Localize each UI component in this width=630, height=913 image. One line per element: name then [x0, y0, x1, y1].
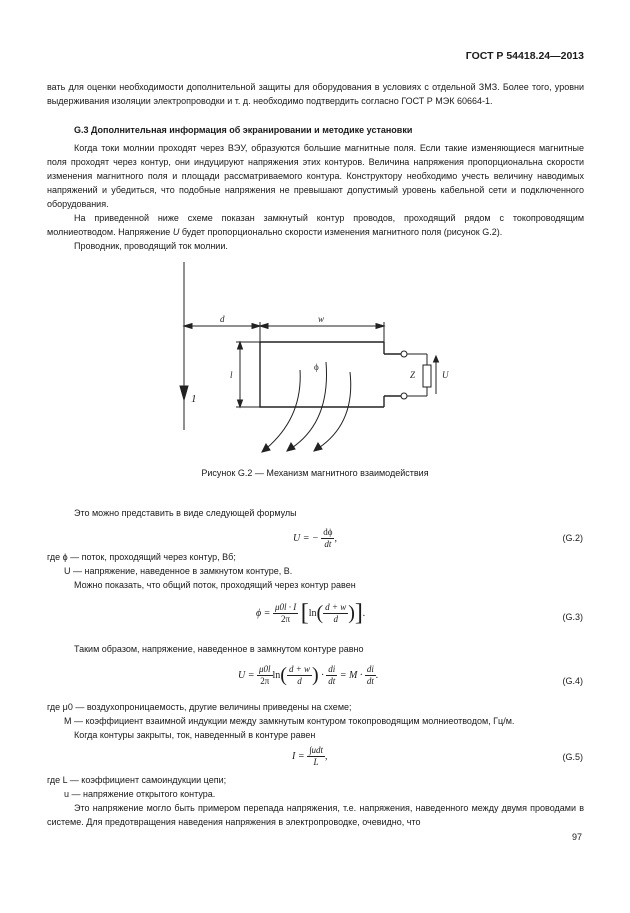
g4-ln: ln — [272, 669, 281, 681]
page-number: 97 — [571, 832, 582, 842]
paragraph-conclusion: Это напряжение могло быть примером перепада напряжения, т.е. напряжения, наведенного между двумя проводами в системе. Для предотвращения наведения напряжения в электропроводке, очевидно, что — [47, 803, 584, 827]
g2-num: dϕ — [323, 527, 333, 537]
g4-tail: . — [375, 669, 379, 681]
para3-part1: На приведенной ниже схеме показан замкнутый контур проводов, проходящий рядом с токопроводящим молниеотводом. Напряжение — [47, 213, 584, 237]
g4-inner-den: d — [297, 676, 302, 686]
g5-num: ∫udt — [309, 745, 324, 755]
formula-g5 — [292, 745, 328, 768]
formula-g3: ϕ = $\frac{\mu 0l \cdot I}{2\pi}$ [ln( $\frac{d + w}{d}$ )]. — [256, 600, 366, 626]
label-phi: ϕ — [314, 362, 319, 372]
where2-a: где μ0 — воздухопроницаемость, другие величины приведены на схеме; — [47, 702, 352, 712]
g4-lhs: U = — [238, 669, 255, 681]
formula-number-g4: (G.4) — [562, 676, 583, 686]
g3-ln: ln — [308, 607, 317, 619]
where2-c: Когда контуры закрыты, ток, наведенный в контуре равен — [74, 730, 316, 740]
where1-a: где ϕ — поток, проходящий через контур, Вб; — [47, 552, 236, 562]
g3-num: μ0l · I — [274, 602, 297, 612]
g2-lhs: U = − — [293, 532, 319, 544]
g4-den3: dt — [366, 676, 374, 686]
g4-den2: dt — [328, 676, 336, 686]
figure-caption: Рисунок G.2 — Механизм магнитного взаимодействия — [201, 468, 429, 478]
g3-inner-den: d — [333, 614, 338, 624]
paragraph-magnetic-fields: Когда токи молнии проходят через ВЭУ, образуются большие магнитные поля. Если такие изменяющиеся магнитные поля проходят через контур, они индуцируют напряжения этих контуров. Величина напряжения пропорциональна скорости изменения магнитного поля и площади рассматриваемого контура. Конструктору необходимо учесть величину наводимых напряжений и убедиться, что подобные напряжения не превышают допустимый уровень кабельной сети и подключенного оборудования. — [47, 143, 584, 209]
terminal-top — [401, 351, 407, 357]
paragraph-continuation: вать для оценки необходимости дополнительной защиты для оборудования в условиях с отдельной ЗМЗ. Более того, уровни выдерживания изоляции электропроводки и т. д. необходимо подтвердить согласно ГОСТ Р МЭК 60664-1. — [47, 82, 584, 106]
paragraph-conductor: Проводник, проводящий ток молнии. — [74, 241, 228, 251]
terminal-bottom — [401, 393, 407, 399]
flux-line-3 — [314, 372, 351, 451]
label-u: U — [442, 370, 449, 380]
g5-tail: , — [325, 750, 328, 762]
g4-num1: μ0l — [258, 664, 271, 674]
para3-part2: будет пропорционально скорости изменения магнитного поля (рисунок G.2). — [179, 227, 503, 237]
where1-b: U — напряжение, наведенное в замкнутом контуре, В. — [64, 566, 293, 576]
where2-b: M — коэффициент взаимной индукции между замкнутым контуром токопроводящим молниеотводом, Гц/м. — [64, 716, 515, 726]
g4-num2: di — [328, 664, 336, 674]
section-heading: G.3 Дополнительная информация об экранировании и методике установки — [74, 125, 413, 135]
formula-number-g2: (G.2) — [562, 533, 583, 543]
paragraph-voltage-intro: Таким образом, напряжение, наведенное в замкнутом контуре равно — [74, 644, 364, 654]
label-w: w — [318, 314, 325, 324]
flux-line-1 — [262, 370, 300, 452]
g4-eq: = M · — [339, 669, 363, 681]
where1-c: Можно показать, что общий поток, проходящий через контур равен — [74, 580, 356, 590]
g4-den1: 2π — [260, 676, 270, 686]
g3-tail: . — [362, 607, 366, 619]
paragraph-formula-intro: Это можно представить в виде следующей формулы — [74, 508, 297, 518]
wire-loop — [260, 342, 384, 407]
g4-inner-num: d + w — [288, 664, 311, 674]
g2-tail: , — [334, 532, 337, 544]
label-l: l — [230, 370, 233, 380]
where3-b: u — напряжение открытого контура. — [64, 789, 216, 799]
formula-number-g3: (G.3) — [562, 612, 583, 622]
impedance-z — [423, 365, 431, 387]
formula-g2 — [293, 527, 337, 550]
formula-g4: U = $\frac{\mu 0l}{2\pi}$ ln( $\frac{d + w}{d}$ ) · $\frac{di}{dt}$ = M · $\frac{di}{dt}$ . — [238, 664, 379, 686]
g3-inner-num: d + w — [325, 602, 347, 612]
label-1: 1 — [191, 393, 197, 405]
label-z: Z — [410, 370, 416, 380]
g4-num3: di — [366, 664, 374, 674]
conductor-arrow — [180, 386, 188, 400]
where3-a: где L — коэффициент самоиндукции цепи; — [47, 775, 227, 785]
g2-den: dt — [324, 539, 332, 549]
g4-dot: · — [321, 669, 324, 681]
label-d: d — [220, 314, 225, 324]
g5-lhs: I = — [292, 750, 305, 762]
g3-den: 2π — [281, 614, 291, 624]
g3-lhs: ϕ = — [256, 607, 271, 619]
formula-number-g5: (G.5) — [562, 752, 583, 762]
standard-header: ГОСТ Р 54418.24—2013 — [465, 50, 584, 62]
para3-u: U — [172, 227, 180, 237]
g5-den: L — [313, 757, 319, 767]
